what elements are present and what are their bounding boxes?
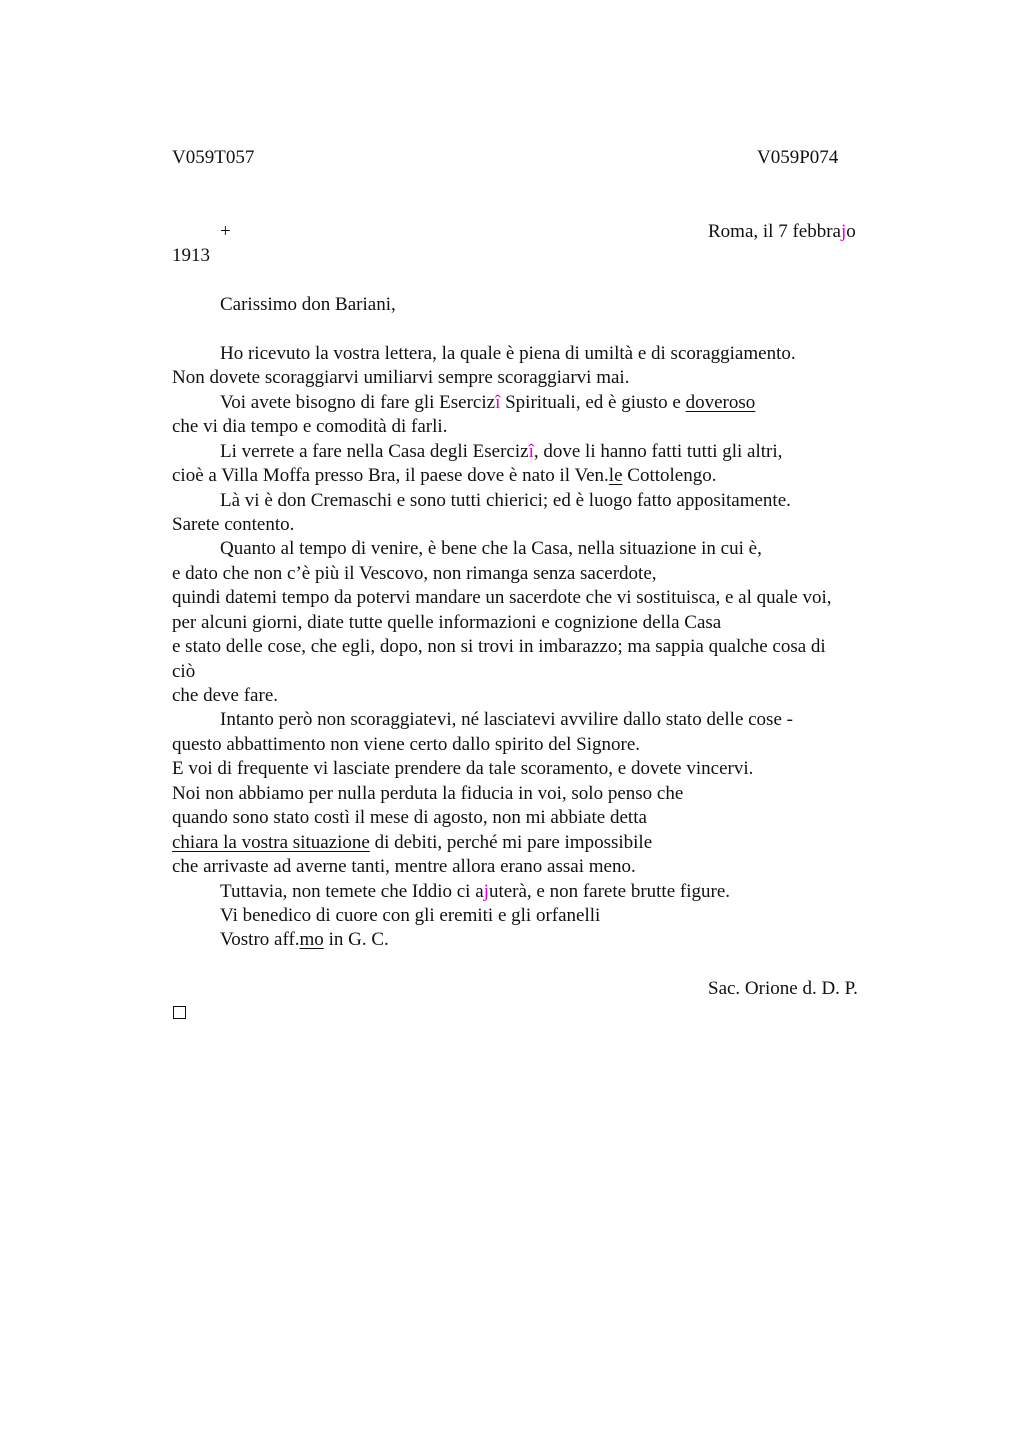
highlight-mark: j: [483, 881, 489, 902]
body-line: Ho ricevuto la vostra lettera, la quale è piena di umiltà e di scoraggiamento.: [220, 343, 796, 364]
place-date-highlight: j: [840, 221, 847, 242]
end-box-icon: [173, 1006, 186, 1019]
body-text: in G. C.: [323, 929, 389, 950]
body-line: E voi di frequente vi lasciate prendere da tale scoramento, e dovete vincervi.: [172, 758, 754, 779]
signature: Sac. Orione d. D. P.: [708, 978, 858, 999]
underlined-text: doveroso: [685, 392, 756, 413]
body-text: Li verrete a fare nella Casa degli Eserciz: [220, 441, 529, 462]
body-line: che arrivaste ad averne tanti, mentre allora erano assai meno.: [172, 856, 636, 877]
body-text: di debiti, perché mi pare impossibile: [369, 832, 653, 853]
closing-line: [220, 928, 389, 952]
place-date-prefix: Roma, il 7 febbra: [708, 221, 841, 242]
body-text: uterà, e non farete brutte figure.: [488, 881, 731, 902]
body-text: , dove li hanno fatti tutti gli altri,: [533, 441, 783, 462]
body-line: Noi non abbiamo per nulla perduta la fiducia in voi, solo penso che: [172, 783, 684, 804]
body-line: [220, 880, 730, 904]
cross-mark: +: [220, 221, 231, 242]
body-text: Spirituali, ed è giusto e: [500, 392, 686, 413]
highlight-mark: î: [528, 441, 534, 462]
body-line: quando sono stato costì il mese di agosto, non mi abbiate detta: [172, 807, 647, 828]
header-right-code: V059P074: [757, 147, 839, 168]
body-text: Vostro aff.: [220, 929, 300, 950]
body-line: [220, 440, 782, 464]
body-line: Quanto al tempo di venire, è bene che la Casa, nella situazione in cui è,: [220, 538, 762, 559]
body-line: Sarete contento.: [172, 514, 295, 535]
body-line: ciò: [172, 661, 196, 682]
body-line: che vi dia tempo e comodità di farli.: [172, 416, 448, 437]
body-line: Intanto però non scoraggiatevi, né lasciatevi avvilire dallo stato delle cose -: [220, 709, 793, 730]
body-line: che deve fare.: [172, 685, 279, 706]
body-line: quindi datemi tempo da potervi mandare un sacerdote che vi sostituisca, e al quale voi,: [172, 587, 832, 608]
header-left-code: V059T057: [172, 147, 255, 168]
body-line: e stato delle cose, che egli, dopo, non si trovi in imbarazzo; ma sappia qualche cosa di: [172, 636, 826, 657]
salutation: Carissimo don Bariani,: [220, 294, 396, 315]
body-line: Vi benedico di cuore con gli eremiti e gli orfanelli: [220, 905, 601, 926]
body-text: cioè a Villa Moffa presso Bra, il paese dove è nato il Ven.: [172, 465, 609, 486]
body-line: e dato che non c’è più il Vescovo, non rimanga senza sacerdote,: [172, 563, 657, 584]
body-text: Tuttavia, non temete che Iddio ci a: [220, 881, 484, 902]
place-date-suffix: o: [846, 221, 856, 242]
underlined-text: mo: [299, 929, 324, 950]
body-line: Non dovete scoraggiarvi umiliarvi sempre scoraggiarvi mai.: [172, 367, 630, 388]
highlight-mark: î: [495, 392, 501, 413]
body-line: [172, 831, 652, 855]
body-line: questo abbattimento non viene certo dallo spirito del Signore.: [172, 734, 641, 755]
place-date: [708, 220, 856, 244]
body-line: [172, 464, 716, 488]
underlined-text: chiara la vostra situazione: [172, 832, 370, 853]
date-year: 1913: [172, 245, 210, 266]
body-line: [220, 391, 755, 415]
body-text: Voi avete bisogno di fare gli Eserciz: [220, 392, 496, 413]
body-text: Cottolengo.: [622, 465, 717, 486]
body-line: Là vi è don Cremaschi e sono tutti chierici; ed è luogo fatto appositamente.: [220, 490, 791, 511]
body-line: per alcuni giorni, diate tutte quelle informazioni e cognizione della Casa: [172, 612, 722, 633]
underlined-text: le: [608, 465, 623, 486]
